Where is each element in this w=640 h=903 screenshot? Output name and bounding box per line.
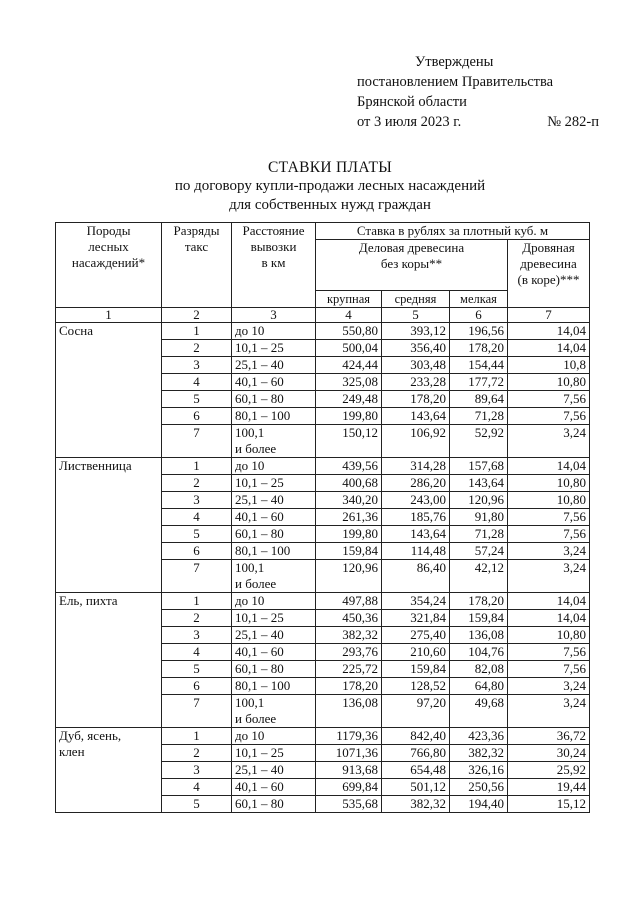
rates-table <box>55 222 590 813</box>
table-row <box>56 458 590 475</box>
distance-cell: 40,1 – 60 <box>232 374 316 391</box>
grade-cell: 1 <box>162 593 232 610</box>
large-cell: 199,80 <box>316 408 382 425</box>
medium-cell: 501,12 <box>382 779 450 796</box>
small-cell: 64,80 <box>450 678 508 695</box>
large-cell: 325,08 <box>316 374 382 391</box>
fuel-cell: 10,80 <box>508 374 590 391</box>
small-cell: 136,08 <box>450 627 508 644</box>
fuel-cell: 14,04 <box>508 458 590 475</box>
fuel-cell: 7,56 <box>508 408 590 425</box>
small-cell: 71,28 <box>450 408 508 425</box>
medium-cell: 393,12 <box>382 323 450 340</box>
fuel-cell: 3,24 <box>508 560 590 593</box>
fuel-cell: 36,72 <box>508 728 590 745</box>
table-row <box>56 323 590 340</box>
grade-cell: 3 <box>162 492 232 509</box>
header-grade: Разряды такс <box>162 223 232 308</box>
fuel-cell: 14,04 <box>508 340 590 357</box>
column-numbers-row <box>56 308 590 323</box>
distance-cell: до 10 <box>232 728 316 745</box>
species-cell: Дуб, ясень, клен <box>56 728 162 813</box>
large-cell: 497,88 <box>316 593 382 610</box>
large-cell: 535,68 <box>316 796 382 813</box>
fuel-cell: 19,44 <box>508 779 590 796</box>
table-row <box>56 593 590 610</box>
approval-line-2: постановлением Правительства <box>357 74 554 90</box>
large-cell: 1179,36 <box>316 728 382 745</box>
medium-cell: 143,64 <box>382 408 450 425</box>
medium-cell: 654,48 <box>382 762 450 779</box>
grade-cell: 6 <box>162 408 232 425</box>
large-cell: 400,68 <box>316 475 382 492</box>
distance-cell: 10,1 – 25 <box>232 475 316 492</box>
grade-cell: 7 <box>162 560 232 593</box>
large-cell: 550,80 <box>316 323 382 340</box>
medium-cell: 303,48 <box>382 357 450 374</box>
small-cell: 250,56 <box>450 779 508 796</box>
distance-cell: 25,1 – 40 <box>232 492 316 509</box>
large-cell: 439,56 <box>316 458 382 475</box>
small-cell: 120,96 <box>450 492 508 509</box>
column-number: 7 <box>508 308 590 323</box>
large-cell: 293,76 <box>316 644 382 661</box>
approval-line-1: Утверждены <box>415 54 494 70</box>
grade-cell: 1 <box>162 728 232 745</box>
distance-cell: до 10 <box>232 593 316 610</box>
species-cell: Ель, пихта <box>56 593 162 728</box>
small-cell: 177,72 <box>450 374 508 391</box>
fuel-cell: 25,92 <box>508 762 590 779</box>
small-cell: 42,12 <box>450 560 508 593</box>
small-cell: 89,64 <box>450 391 508 408</box>
small-cell: 194,40 <box>450 796 508 813</box>
distance-cell: 10,1 – 25 <box>232 745 316 762</box>
header-small: мелкая <box>450 291 508 308</box>
grade-cell: 6 <box>162 543 232 560</box>
grade-cell: 5 <box>162 796 232 813</box>
distance-cell: 60,1 – 80 <box>232 796 316 813</box>
grade-cell: 3 <box>162 627 232 644</box>
column-number: 1 <box>56 308 162 323</box>
distance-cell: 100,1 и более <box>232 695 316 728</box>
fuel-cell: 10,8 <box>508 357 590 374</box>
small-cell: 57,24 <box>450 543 508 560</box>
small-cell: 178,20 <box>450 593 508 610</box>
distance-cell: 40,1 – 60 <box>232 509 316 526</box>
medium-cell: 275,40 <box>382 627 450 644</box>
header-large: крупная <box>316 291 382 308</box>
species-cell: Сосна <box>56 323 162 458</box>
medium-cell: 114,48 <box>382 543 450 560</box>
grade-cell: 5 <box>162 391 232 408</box>
approval-line-3: Брянской области <box>357 94 467 110</box>
grade-cell: 4 <box>162 509 232 526</box>
approval-block <box>357 52 627 132</box>
medium-cell: 233,28 <box>382 374 450 391</box>
distance-cell: 25,1 – 40 <box>232 627 316 644</box>
large-cell: 120,96 <box>316 560 382 593</box>
small-cell: 423,36 <box>450 728 508 745</box>
medium-cell: 321,84 <box>382 610 450 627</box>
table-row <box>56 728 590 745</box>
grade-cell: 1 <box>162 323 232 340</box>
fuel-cell: 3,24 <box>508 695 590 728</box>
distance-cell: 10,1 – 25 <box>232 340 316 357</box>
medium-cell: 106,92 <box>382 425 450 458</box>
distance-cell: 40,1 – 60 <box>232 779 316 796</box>
header-rate: Ставка в рублях за плотный куб. м <box>316 223 590 240</box>
approval-number: № 282-п <box>547 114 599 130</box>
small-cell: 178,20 <box>450 340 508 357</box>
large-cell: 699,84 <box>316 779 382 796</box>
grade-cell: 2 <box>162 475 232 492</box>
small-cell: 196,56 <box>450 323 508 340</box>
fuel-cell: 7,56 <box>508 661 590 678</box>
header-distance: Расстояние вывозки в км <box>232 223 316 308</box>
grade-cell: 7 <box>162 695 232 728</box>
header-business-wood: Деловая древесина без коры** <box>316 240 508 291</box>
fuel-cell: 14,04 <box>508 593 590 610</box>
title-line-3: для собственных нужд граждан <box>229 197 431 213</box>
small-cell: 91,80 <box>450 509 508 526</box>
medium-cell: 842,40 <box>382 728 450 745</box>
distance-cell: 60,1 – 80 <box>232 526 316 543</box>
distance-cell: 80,1 – 100 <box>232 408 316 425</box>
medium-cell: 356,40 <box>382 340 450 357</box>
medium-cell: 314,28 <box>382 458 450 475</box>
large-cell: 340,20 <box>316 492 382 509</box>
medium-cell: 97,20 <box>382 695 450 728</box>
approval-date-line <box>357 112 627 132</box>
small-cell: 382,32 <box>450 745 508 762</box>
grade-cell: 4 <box>162 374 232 391</box>
fuel-cell: 10,80 <box>508 492 590 509</box>
medium-cell: 185,76 <box>382 509 450 526</box>
small-cell: 154,44 <box>450 357 508 374</box>
column-number: 5 <box>382 308 450 323</box>
fuel-cell: 14,04 <box>508 323 590 340</box>
distance-cell: 80,1 – 100 <box>232 543 316 560</box>
medium-cell: 210,60 <box>382 644 450 661</box>
grade-cell: 7 <box>162 425 232 458</box>
document-title <box>0 158 640 215</box>
small-cell: 143,64 <box>450 475 508 492</box>
fuel-cell: 7,56 <box>508 391 590 408</box>
distance-cell: 80,1 – 100 <box>232 678 316 695</box>
fuel-cell: 14,04 <box>508 610 590 627</box>
distance-cell: 25,1 – 40 <box>232 357 316 374</box>
header-medium: средняя <box>382 291 450 308</box>
medium-cell: 143,64 <box>382 526 450 543</box>
large-cell: 225,72 <box>316 661 382 678</box>
medium-cell: 159,84 <box>382 661 450 678</box>
column-number: 4 <box>316 308 382 323</box>
fuel-cell: 10,80 <box>508 475 590 492</box>
medium-cell: 243,00 <box>382 492 450 509</box>
title-line-2: по договору купли-продажи лесных насаждений <box>174 178 486 194</box>
distance-cell: 100,1 и более <box>232 425 316 458</box>
grade-cell: 2 <box>162 340 232 357</box>
large-cell: 199,80 <box>316 526 382 543</box>
small-cell: 104,76 <box>450 644 508 661</box>
fuel-cell: 3,24 <box>508 543 590 560</box>
grade-cell: 2 <box>162 610 232 627</box>
grade-cell: 4 <box>162 644 232 661</box>
medium-cell: 128,52 <box>382 678 450 695</box>
large-cell: 150,12 <box>316 425 382 458</box>
grade-cell: 3 <box>162 357 232 374</box>
column-number: 2 <box>162 308 232 323</box>
small-cell: 71,28 <box>450 526 508 543</box>
small-cell: 49,68 <box>450 695 508 728</box>
distance-cell: 100,1 и более <box>232 560 316 593</box>
large-cell: 249,48 <box>316 391 382 408</box>
small-cell: 82,08 <box>450 661 508 678</box>
small-cell: 52,92 <box>450 425 508 458</box>
medium-cell: 382,32 <box>382 796 450 813</box>
medium-cell: 766,80 <box>382 745 450 762</box>
large-cell: 382,32 <box>316 627 382 644</box>
grade-cell: 1 <box>162 458 232 475</box>
fuel-cell: 7,56 <box>508 526 590 543</box>
grade-cell: 4 <box>162 779 232 796</box>
header-species: Породы лесных насаждений* <box>56 223 162 308</box>
fuel-cell: 15,12 <box>508 796 590 813</box>
grade-cell: 5 <box>162 526 232 543</box>
fuel-cell: 7,56 <box>508 509 590 526</box>
large-cell: 261,36 <box>316 509 382 526</box>
medium-cell: 178,20 <box>382 391 450 408</box>
large-cell: 159,84 <box>316 543 382 560</box>
grade-cell: 5 <box>162 661 232 678</box>
small-cell: 326,16 <box>450 762 508 779</box>
large-cell: 1071,36 <box>316 745 382 762</box>
grade-cell: 2 <box>162 745 232 762</box>
grade-cell: 3 <box>162 762 232 779</box>
large-cell: 913,68 <box>316 762 382 779</box>
medium-cell: 354,24 <box>382 593 450 610</box>
header-fuel-wood: Дровяная древесина (в коре)*** <box>508 240 590 308</box>
distance-cell: до 10 <box>232 458 316 475</box>
large-cell: 424,44 <box>316 357 382 374</box>
species-cell: Лиственница <box>56 458 162 593</box>
fuel-cell: 10,80 <box>508 627 590 644</box>
medium-cell: 286,20 <box>382 475 450 492</box>
rates-body <box>56 323 590 813</box>
fuel-cell: 3,24 <box>508 425 590 458</box>
large-cell: 136,08 <box>316 695 382 728</box>
distance-cell: 25,1 – 40 <box>232 762 316 779</box>
small-cell: 157,68 <box>450 458 508 475</box>
large-cell: 450,36 <box>316 610 382 627</box>
distance-cell: до 10 <box>232 323 316 340</box>
distance-cell: 60,1 – 80 <box>232 391 316 408</box>
small-cell: 159,84 <box>450 610 508 627</box>
fuel-cell: 30,24 <box>508 745 590 762</box>
distance-cell: 10,1 – 25 <box>232 610 316 627</box>
medium-cell: 86,40 <box>382 560 450 593</box>
distance-cell: 40,1 – 60 <box>232 644 316 661</box>
column-number: 6 <box>450 308 508 323</box>
large-cell: 178,20 <box>316 678 382 695</box>
large-cell: 500,04 <box>316 340 382 357</box>
grade-cell: 6 <box>162 678 232 695</box>
distance-cell: 60,1 – 80 <box>232 661 316 678</box>
column-number: 3 <box>232 308 316 323</box>
fuel-cell: 3,24 <box>508 678 590 695</box>
fuel-cell: 7,56 <box>508 644 590 661</box>
title-line-1: СТАВКИ ПЛАТЫ <box>267 159 393 176</box>
approval-date: от 3 июля 2023 г. <box>357 114 462 130</box>
